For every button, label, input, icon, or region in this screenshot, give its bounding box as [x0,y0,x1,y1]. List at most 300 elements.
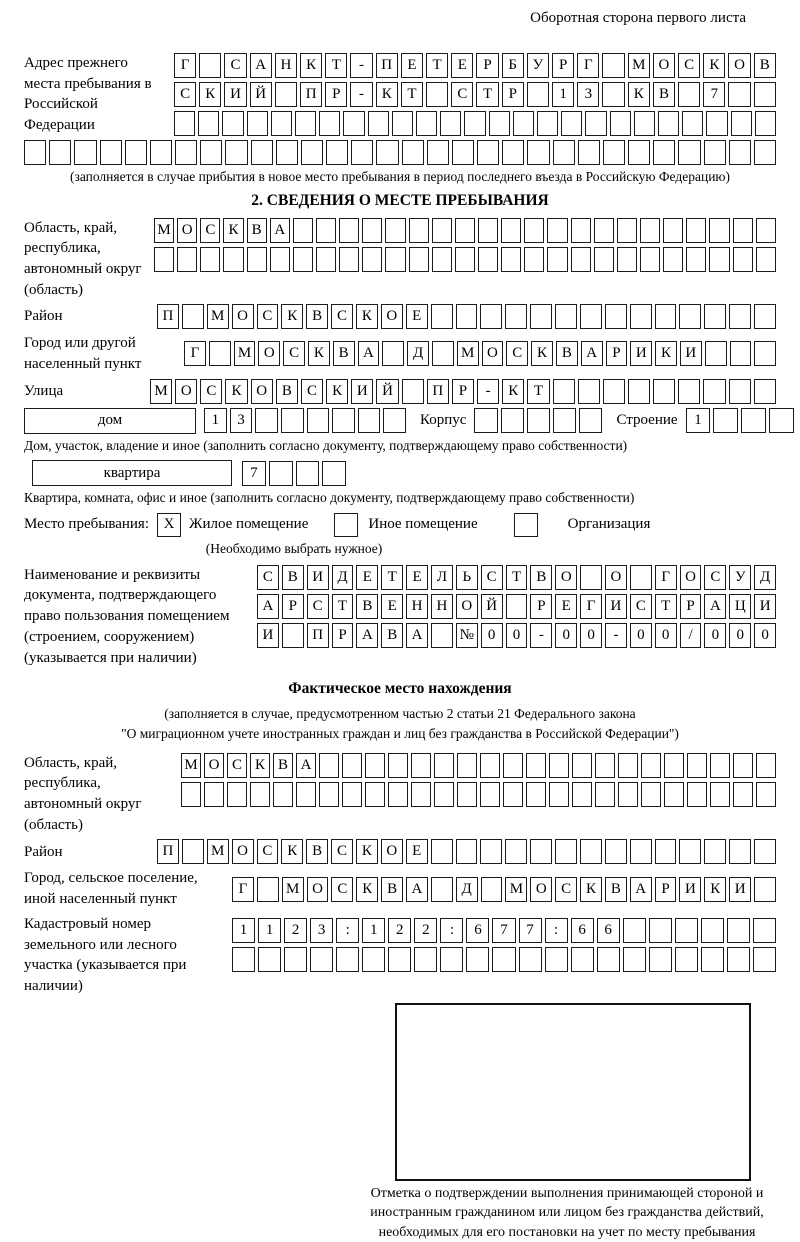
form-cell[interactable] [125,140,147,165]
form-cell[interactable] [310,947,333,972]
form-cell[interactable]: Ц [729,594,751,619]
form-cell[interactable] [452,140,474,165]
form-cell[interactable] [561,111,582,136]
form-cell[interactable] [502,140,524,165]
form-cell[interactable] [753,918,776,943]
form-cell[interactable] [365,782,385,807]
form-cell[interactable]: В [333,341,355,366]
form-cell[interactable]: С [555,877,577,902]
form-cell[interactable] [477,140,499,165]
form-cell[interactable] [409,218,429,243]
form-cell[interactable]: В [306,304,328,329]
form-cell[interactable]: Т [381,565,403,590]
form-cell[interactable] [276,140,298,165]
form-cell[interactable]: 3 [577,82,599,107]
form-cell[interactable] [383,408,406,433]
form-cell[interactable] [227,782,247,807]
form-cell[interactable]: № [456,623,478,648]
form-cell[interactable] [411,753,431,778]
form-cell[interactable]: М [234,341,256,366]
form-cell[interactable] [602,53,624,78]
form-cell[interactable]: С [506,341,528,366]
form-cell[interactable] [431,304,453,329]
form-cell[interactable]: 1 [232,918,255,943]
form-cell[interactable]: М [207,304,229,329]
form-cell[interactable] [409,247,429,272]
form-cell[interactable] [434,753,454,778]
form-cell[interactable]: П [300,82,322,107]
form-cell[interactable] [368,111,389,136]
form-cell[interactable] [730,341,752,366]
form-cell[interactable]: С [331,304,353,329]
form-cell[interactable] [388,947,411,972]
form-cell[interactable] [653,379,675,404]
form-cell[interactable]: 6 [597,918,620,943]
form-cell[interactable] [282,623,304,648]
form-cell[interactable] [603,379,625,404]
form-cell[interactable] [501,218,521,243]
form-cell[interactable] [549,753,569,778]
form-cell[interactable] [623,918,646,943]
form-cell[interactable]: К [655,341,677,366]
form-cell[interactable]: П [376,53,398,78]
form-cell[interactable]: Д [456,877,478,902]
form-cell[interactable] [754,877,776,902]
form-cell[interactable]: О [482,341,504,366]
form-cell[interactable] [728,82,750,107]
form-cell[interactable] [24,140,46,165]
form-cell[interactable]: Т [401,82,423,107]
form-cell[interactable] [678,379,700,404]
form-cell[interactable] [630,839,652,864]
form-cell[interactable] [376,140,398,165]
form-cell[interactable] [572,753,592,778]
form-cell[interactable]: С [630,594,652,619]
form-cell[interactable] [322,461,346,486]
form-cell[interactable] [709,218,729,243]
form-cell[interactable]: 2 [388,918,411,943]
form-cell[interactable]: Т [325,53,347,78]
form-cell[interactable] [578,379,600,404]
form-cell[interactable]: 0 [754,623,776,648]
form-cell[interactable] [326,140,348,165]
form-cell[interactable]: О [258,341,280,366]
form-cell[interactable]: Р [452,379,474,404]
form-cell[interactable]: О [680,565,702,590]
form-cell[interactable]: : [440,918,463,943]
form-cell[interactable] [175,140,197,165]
form-cell[interactable] [182,304,204,329]
form-cell[interactable]: К [502,379,524,404]
form-cell[interactable]: Д [332,565,354,590]
form-cell[interactable]: Т [476,82,498,107]
form-cell[interactable]: В [247,218,267,243]
form-cell[interactable] [630,565,652,590]
form-cell[interactable] [200,140,222,165]
form-cell[interactable] [431,623,453,648]
form-cell[interactable]: И [679,877,701,902]
form-cell[interactable] [503,782,523,807]
checkbox-residential[interactable]: X [157,513,181,537]
form-cell[interactable] [686,218,706,243]
form-cell[interactable]: Г [232,877,254,902]
form-cell[interactable] [456,304,478,329]
form-cell[interactable] [618,782,638,807]
form-cell[interactable] [402,379,424,404]
form-cell[interactable] [351,140,373,165]
form-cell[interactable]: И [257,623,279,648]
form-cell[interactable] [527,82,549,107]
form-cell[interactable]: О [204,753,224,778]
form-cell[interactable] [754,82,776,107]
form-cell[interactable]: 7 [492,918,515,943]
form-cell[interactable]: В [653,82,675,107]
form-cell[interactable] [431,839,453,864]
form-cell[interactable] [271,111,292,136]
form-cell[interactable]: Т [426,53,448,78]
form-cell[interactable] [524,247,544,272]
form-cell[interactable] [232,947,255,972]
form-cell[interactable] [675,947,698,972]
form-cell[interactable]: С [301,379,323,404]
form-cell[interactable] [605,839,627,864]
form-cell[interactable]: С [331,839,353,864]
form-cell[interactable] [74,140,96,165]
form-cell[interactable]: К [223,218,243,243]
form-cell[interactable] [705,341,727,366]
form-cell[interactable]: Г [655,565,677,590]
form-cell[interactable] [594,218,614,243]
form-cell[interactable]: 7 [242,461,266,486]
form-cell[interactable]: К [326,379,348,404]
form-cell[interactable] [316,247,336,272]
form-cell[interactable] [549,782,569,807]
form-cell[interactable]: 1 [552,82,574,107]
form-cell[interactable] [555,839,577,864]
form-cell[interactable] [595,753,615,778]
form-cell[interactable] [336,947,359,972]
form-cell[interactable] [655,304,677,329]
form-cell[interactable] [342,753,362,778]
form-cell[interactable] [597,947,620,972]
form-cell[interactable] [505,839,527,864]
form-cell[interactable]: К [703,53,725,78]
form-cell[interactable] [585,111,606,136]
form-cell[interactable]: О [653,53,675,78]
form-cell[interactable]: В [276,379,298,404]
form-cell[interactable] [729,140,751,165]
form-cell[interactable]: 7 [703,82,725,107]
form-cell[interactable]: В [754,53,776,78]
form-cell[interactable] [605,304,627,329]
form-cell[interactable]: - [350,53,372,78]
form-cell[interactable] [754,341,776,366]
form-cell[interactable] [275,82,297,107]
form-cell[interactable]: 0 [481,623,503,648]
form-cell[interactable]: С [481,565,503,590]
form-cell[interactable] [200,247,220,272]
form-cell[interactable] [385,218,405,243]
form-cell[interactable] [362,247,382,272]
form-cell[interactable] [257,877,279,902]
form-cell[interactable]: Н [275,53,297,78]
form-cell[interactable] [547,218,567,243]
form-cell[interactable] [365,753,385,778]
form-cell[interactable] [679,839,701,864]
form-cell[interactable] [411,782,431,807]
form-cell[interactable]: Н [431,594,453,619]
form-cell[interactable] [733,218,753,243]
form-cell[interactable] [727,918,750,943]
form-cell[interactable]: С [200,379,222,404]
form-cell[interactable]: Р [655,877,677,902]
form-cell[interactable]: Т [506,565,528,590]
form-cell[interactable] [537,111,558,136]
form-cell[interactable] [177,247,197,272]
form-cell[interactable] [198,111,219,136]
form-cell[interactable] [682,111,703,136]
form-cell[interactable] [281,408,304,433]
form-cell[interactable] [480,839,502,864]
form-cell[interactable] [571,218,591,243]
form-cell[interactable] [664,753,684,778]
form-cell[interactable] [580,304,602,329]
form-cell[interactable]: - [530,623,552,648]
form-cell[interactable]: 7 [519,918,542,943]
form-cell[interactable]: А [257,594,279,619]
form-cell[interactable]: С [451,82,473,107]
form-cell[interactable]: В [306,839,328,864]
form-cell[interactable]: Р [332,623,354,648]
form-cell[interactable]: Р [680,594,702,619]
form-cell[interactable] [630,304,652,329]
form-cell[interactable] [733,753,753,778]
form-cell[interactable]: О [456,594,478,619]
form-cell[interactable] [617,218,637,243]
form-cell[interactable]: О [555,565,577,590]
form-cell[interactable] [209,341,231,366]
checkbox-other-premises[interactable] [334,513,358,537]
form-cell[interactable] [481,877,503,902]
form-cell[interactable] [505,304,527,329]
form-cell[interactable]: К [281,304,303,329]
form-cell[interactable]: Е [401,53,423,78]
form-cell[interactable] [727,947,750,972]
form-cell[interactable]: И [605,594,627,619]
form-cell[interactable] [434,782,454,807]
form-cell[interactable]: С [331,877,353,902]
form-cell[interactable] [402,140,424,165]
form-cell[interactable]: В [381,877,403,902]
form-cell[interactable] [530,839,552,864]
form-cell[interactable]: А [358,341,380,366]
form-cell[interactable] [307,408,330,433]
form-cell[interactable] [181,782,201,807]
form-cell[interactable]: С [257,565,279,590]
form-cell[interactable] [432,247,452,272]
form-cell[interactable]: П [157,304,179,329]
form-cell[interactable] [641,782,661,807]
form-cell[interactable] [478,218,498,243]
form-cell[interactable] [466,947,489,972]
form-cell[interactable] [273,782,293,807]
form-cell[interactable]: К [628,82,650,107]
form-cell[interactable]: Д [407,341,429,366]
form-cell[interactable] [769,408,794,433]
form-cell[interactable] [731,111,752,136]
form-cell[interactable] [414,947,437,972]
form-cell[interactable] [362,218,382,243]
form-cell[interactable]: 0 [580,623,602,648]
form-cell[interactable] [640,247,660,272]
form-cell[interactable] [388,782,408,807]
form-cell[interactable]: О [177,218,197,243]
form-cell[interactable]: Г [184,341,206,366]
form-cell[interactable] [527,140,549,165]
form-cell[interactable] [547,247,567,272]
form-cell[interactable]: К [704,877,726,902]
form-cell[interactable] [527,408,550,433]
form-cell[interactable]: О [251,379,273,404]
form-cell[interactable] [431,877,453,902]
form-cell[interactable]: К [250,753,270,778]
form-cell[interactable] [655,839,677,864]
form-cell[interactable] [174,111,195,136]
form-cell[interactable]: Т [332,594,354,619]
form-cell[interactable] [455,247,475,272]
form-cell[interactable]: 3 [310,918,333,943]
form-cell[interactable]: 2 [284,918,307,943]
form-cell[interactable] [506,594,528,619]
form-cell[interactable] [634,111,655,136]
form-cell[interactable]: : [545,918,568,943]
form-cell[interactable] [704,304,726,329]
form-cell[interactable] [530,304,552,329]
form-cell[interactable] [594,247,614,272]
form-cell[interactable]: О [530,877,552,902]
form-cell[interactable]: С [678,53,700,78]
form-cell[interactable]: Л [431,565,453,590]
form-cell[interactable] [199,53,221,78]
form-cell[interactable] [756,753,776,778]
form-cell[interactable] [503,753,523,778]
form-cell[interactable] [703,379,725,404]
form-cell[interactable] [713,408,738,433]
form-cell[interactable]: Н [406,594,428,619]
form-cell[interactable] [663,218,683,243]
form-cell[interactable]: И [224,82,246,107]
form-cell[interactable]: О [232,304,254,329]
form-cell[interactable]: В [381,623,403,648]
form-cell[interactable] [733,782,753,807]
form-cell[interactable] [455,218,475,243]
form-cell[interactable] [255,408,278,433]
form-cell[interactable] [319,111,340,136]
form-cell[interactable]: 1 [204,408,227,433]
form-cell[interactable] [478,247,498,272]
checkbox-organization[interactable] [514,513,538,537]
form-cell[interactable] [293,247,313,272]
form-cell[interactable]: А [581,341,603,366]
form-cell[interactable]: О [605,565,627,590]
form-cell[interactable] [580,565,602,590]
form-cell[interactable]: О [307,877,329,902]
form-cell[interactable]: М [154,218,174,243]
form-cell[interactable] [756,218,776,243]
form-cell[interactable]: К [225,379,247,404]
form-cell[interactable]: О [381,304,403,329]
form-cell[interactable] [664,782,684,807]
form-cell[interactable] [100,140,122,165]
form-cell[interactable]: В [282,565,304,590]
form-cell[interactable]: В [273,753,293,778]
form-cell[interactable]: Б [502,53,524,78]
form-cell[interactable] [319,753,339,778]
form-cell[interactable] [756,247,776,272]
form-cell[interactable] [296,782,316,807]
form-cell[interactable] [247,247,267,272]
form-cell[interactable]: / [680,623,702,648]
form-cell[interactable]: 1 [362,918,385,943]
form-cell[interactable] [456,839,478,864]
form-cell[interactable]: 0 [630,623,652,648]
form-cell[interactable]: 6 [466,918,489,943]
form-cell[interactable] [480,304,502,329]
form-cell[interactable]: Р [552,53,574,78]
form-cell[interactable] [501,408,524,433]
form-cell[interactable] [710,782,730,807]
form-cell[interactable]: Е [356,565,378,590]
form-cell[interactable]: А [250,53,272,78]
form-cell[interactable] [382,341,404,366]
form-cell[interactable]: О [175,379,197,404]
form-cell[interactable] [301,140,323,165]
form-cell[interactable] [358,408,381,433]
form-cell[interactable]: А [406,623,428,648]
form-cell[interactable] [204,782,224,807]
form-cell[interactable] [154,247,174,272]
form-cell[interactable] [553,408,576,433]
form-cell[interactable]: К [199,82,221,107]
form-cell[interactable] [595,782,615,807]
form-cell[interactable]: К [356,877,378,902]
form-cell[interactable]: С [283,341,305,366]
form-cell[interactable]: Р [282,594,304,619]
form-cell[interactable] [640,218,660,243]
form-cell[interactable] [687,753,707,778]
form-cell[interactable]: Г [580,594,602,619]
form-cell[interactable] [553,379,575,404]
form-cell[interactable] [440,111,461,136]
form-cell[interactable] [426,82,448,107]
form-cell[interactable]: Й [481,594,503,619]
form-cell[interactable]: В [356,594,378,619]
form-cell[interactable] [580,839,602,864]
form-cell[interactable]: - [477,379,499,404]
form-cell[interactable]: Р [606,341,628,366]
form-cell[interactable] [258,947,281,972]
form-cell[interactable] [729,839,751,864]
form-cell[interactable] [385,247,405,272]
form-cell[interactable] [250,782,270,807]
form-cell[interactable]: У [527,53,549,78]
form-cell[interactable] [343,111,364,136]
form-cell[interactable]: Т [655,594,677,619]
form-cell[interactable]: Р [502,82,524,107]
form-cell[interactable] [701,947,724,972]
form-cell[interactable]: Д [754,565,776,590]
form-cell[interactable]: К [531,341,553,366]
